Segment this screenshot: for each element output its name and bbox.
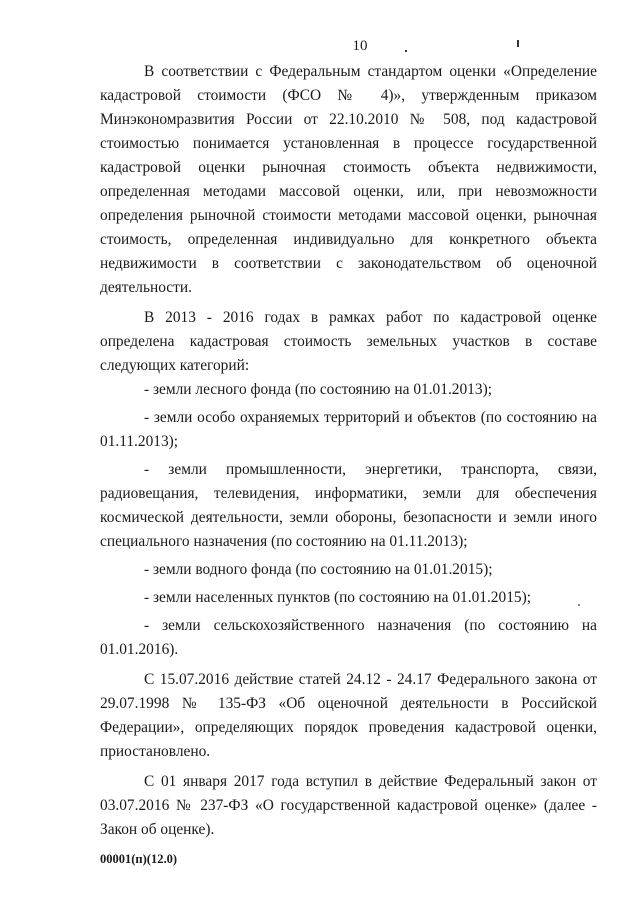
list-item-protected-land: - земли особо охраняемых территорий и объектов (по состоянию на 01.11.2013); (100, 409, 597, 450)
paragraph-suspension: С 15.07.2016 действие статей 24.12 - 24.17 Федерального закона от 29.07.1998 № 135-ФЗ «Об оценочной деятельности в Российской Федерации», определяющих порядок проведения кадастровой оценки, приостановлено. (100, 671, 597, 760)
document-body (100, 60, 597, 842)
document-code: 00001(п)(12.0) (100, 852, 177, 866)
list-item-industrial-land: - земли промышленности, энергетики, транспорта, связи, радиовещания, телевидения, информатики, земли для обеспечения космической деятельности, земли обороны, безопасности и земли иного специального назначения (по состоянию на 01.11.2013); (100, 461, 597, 550)
list-item-water-land: - земли водного фонда (по состоянию на 01.01.2015); (144, 561, 493, 578)
list-item-forest-land: - земли лесного фонда (по состоянию на 01.01.2013); (144, 381, 492, 398)
scan-mark (517, 40, 519, 47)
paragraph-new-law: С 01 января 2017 года вступил в действие Федеральный закон от 03.07.2016 № 237-ФЗ «О государственной кадастровой оценке» (далее - Закон об оценке). (100, 773, 597, 838)
paragraph-fso-definition: В соответствии с Федеральным стандартом оценки «Определение кадастровой стоимости (ФСО № 4)», утвержденным приказом Минэкономразвития России от 22.10.2010 № 508, под кадастровой стоимостью понимается установленная в процессе государственной кадастровой оценки рыночная стоимость объекта недвижимости, определенная методами массовой оценки, или, при невозможности определения рыночной стоимости методами массовой оценки, рыночная стоимость, определенная индивидуально для конкретного объекта недвижимости в соответствии с законодательством об оценочной деятельности. (100, 63, 597, 296)
list-item-settlement-land: - земли населенных пунктов (по состоянию на 01.01.2015); (144, 589, 531, 606)
scan-dot (405, 50, 407, 52)
paragraph-cadastral-works: В 2013 - 2016 годах в рамках работ по кадастровой оценке определена кадастровая стоимость земельных участков в составе следующих категорий: (100, 309, 597, 374)
list-item-agricultural-land: - земли сельскохозяйственного назначения (по состоянию на 01.01.2016). (100, 617, 597, 658)
page-number: 10 (352, 38, 368, 54)
